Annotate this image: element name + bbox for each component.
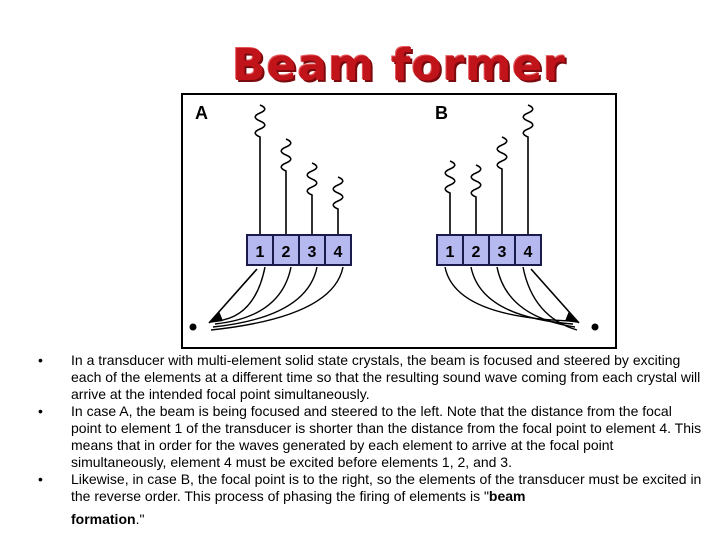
wave-signal-3: [307, 163, 317, 235]
bullet-marker: •: [38, 403, 43, 419]
bullet-text: In case A, the beam is being focused and steered to the left. Note that the distance from the focal point to element 1 of the transducer is shorter than the distance from the focal point to element 4. This means that in order for the waves generated by each element to arrive at the focal point simultaneously, element 4 must be excited before elements 1, 2, and 3.: [71, 403, 702, 470]
wavefront-arc: [471, 267, 573, 324]
bullet-text: Likewise, in case B, the focal point is to the right, so the elements of the transducer must be excited in the reverse order. This process of phasing the firing of elements is ": [71, 471, 702, 504]
arrow-head: [209, 311, 223, 323]
element-number: 3: [497, 244, 507, 261]
panel-b-label: B: [435, 103, 448, 123]
bullet-list: [38, 352, 704, 528]
wave-signal-1: [445, 161, 455, 235]
bullet-bold-text: formation: [71, 511, 136, 527]
bullet-text: In a transducer with multi-element solid state crystals, the beam is focused and steered by exciting each of the elements at a different time so that the resulting sound wave coming from each crystal will arrive at the intended focal point simultaneously.: [71, 352, 701, 402]
element-number: 2: [281, 244, 291, 261]
bullet-item: [38, 471, 704, 528]
panel-a-label: A: [195, 103, 208, 123]
element-number: 3: [307, 244, 317, 261]
wave-signal-4: [333, 177, 343, 235]
wave-signal-4: [523, 105, 533, 235]
panel-b: [437, 105, 599, 331]
element-number: 4: [333, 244, 343, 261]
wave-signal-2: [281, 139, 291, 235]
bullet-marker: •: [38, 352, 43, 368]
bullet-bold-text: beam: [488, 488, 526, 504]
focal-point: [190, 324, 197, 331]
element-number: 2: [471, 244, 481, 261]
bullet-item: [38, 352, 704, 403]
wavefront-arc: [215, 267, 291, 324]
arrow-head: [565, 311, 579, 323]
wavefront-arc: [217, 267, 265, 321]
bullet-tail: [71, 511, 704, 528]
bullet-item: [38, 403, 704, 471]
element-number: 1: [445, 244, 455, 261]
focal-point: [592, 324, 599, 331]
element-number: 4: [523, 244, 533, 261]
bullet-marker: •: [38, 471, 43, 487]
bullet-text: .": [135, 511, 145, 527]
element-number: 1: [255, 244, 265, 261]
beamformer-figure: [181, 93, 617, 349]
wave-signal-2: [471, 165, 481, 235]
wave-signal-1: [255, 105, 265, 235]
wave-signal-3: [497, 137, 507, 235]
slide-title: Beam former: [232, 40, 566, 91]
panel-a: [190, 105, 352, 331]
beamformer-diagram: [183, 95, 615, 347]
